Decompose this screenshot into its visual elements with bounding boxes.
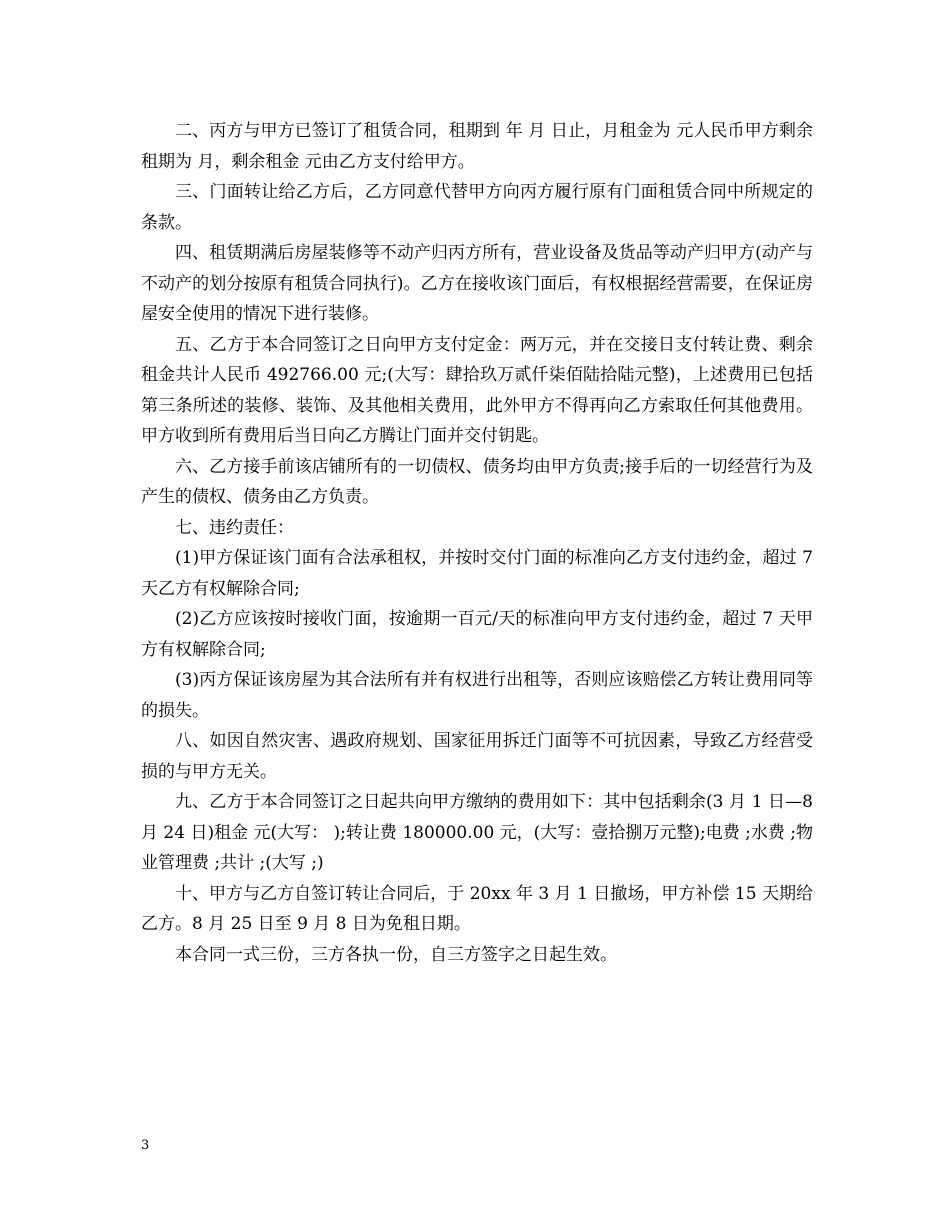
- clause-5-payment-terms: 五、乙方于本合同签订之日向甲方支付定金：两万元，并在交接日支付转让费、剩余租金共计人民币 492766.00 元;(大写：肆拾玖万贰仟柒佰陆拾陆元整)，上述费用已包括第三条所述的装修、装饰、及其他相关费用，此外甲方不得再向乙方索取任何其他费用。甲方收到所有费用后当日向乙方腾让门面并交付钥匙。: [141, 334, 813, 446]
- clause-9-fees: 九、乙方于本合同签订之日起共向甲方缴纳的费用如下：其中包括剩余(3 月 1 日—8 月 24 日)租金 元(大写： );转让费 180000.00 元，(大写：壹拾捌万元整);电费 ;水费 ;物业管理费 ;共计 ;(大写 ;): [141, 792, 813, 873]
- clause-7-item-2: (2)乙方应该按时接收门面，按逾期一百元/天的标准向甲方支付违约金，超过 7 天甲方有权解除合同;: [141, 609, 813, 660]
- clause-7-breach-heading: 七、违约责任：: [175, 517, 294, 538]
- clause-10-vacate-date: 十、甲方与乙方自签订转让合同后，于 20xx 年 3 月 1 日撤场，甲方补偿 15 天期给乙方。8 月 25 日至 9 月 8 日为免租日期。: [141, 883, 813, 934]
- clause-3-transfer-obligations: 三、门面转让给乙方后，乙方同意代替甲方向丙方履行原有门面租赁合同中所规定的条款。: [141, 182, 813, 233]
- page-number: 3: [141, 1138, 150, 1153]
- clause-7-item-1: (1)甲方保证该门面有合法承租权，并按时交付门面的标准向乙方支付违约金，超过 7 天乙方有权解除合同;: [141, 548, 813, 599]
- clause-6-debts-liabilities: 六、乙方接手前该店铺所有的一切债权、债务均由甲方负责;接手后的一切经营行为及产生的债权、债务由乙方负责。: [141, 456, 813, 507]
- clause-7-item-3: (3)丙方保证该房屋为其合法所有并有权进行出租等，否则应该赔偿乙方转让费用同等的损失。: [141, 670, 813, 721]
- clause-2-lease-term: 二、丙方与甲方已签订了租赁合同，租期到 年 月 日止，月租金为 元人民币甲方剩余租期为 月，剩余租金 元由乙方支付给甲方。: [141, 121, 813, 172]
- contract-body: [141, 116, 813, 970]
- clause-4-property-ownership: 四、租赁期满后房屋装修等不动产归丙方所有，营业设备及货品等动产归甲方(动产与不动产的划分按原有租赁合同执行)。乙方在接收该门面后，有权根据经营需要，在保证房屋安全使用的情况下进行装修。: [141, 243, 813, 324]
- closing-statement: 本合同一式三份，三方各执一份，自三方签字之日起生效。: [175, 944, 617, 965]
- clause-8-force-majeure: 八、如因自然灾害、遇政府规划、国家征用拆迁门面等不可抗因素，导致乙方经营受损的与甲方无关。: [141, 731, 813, 782]
